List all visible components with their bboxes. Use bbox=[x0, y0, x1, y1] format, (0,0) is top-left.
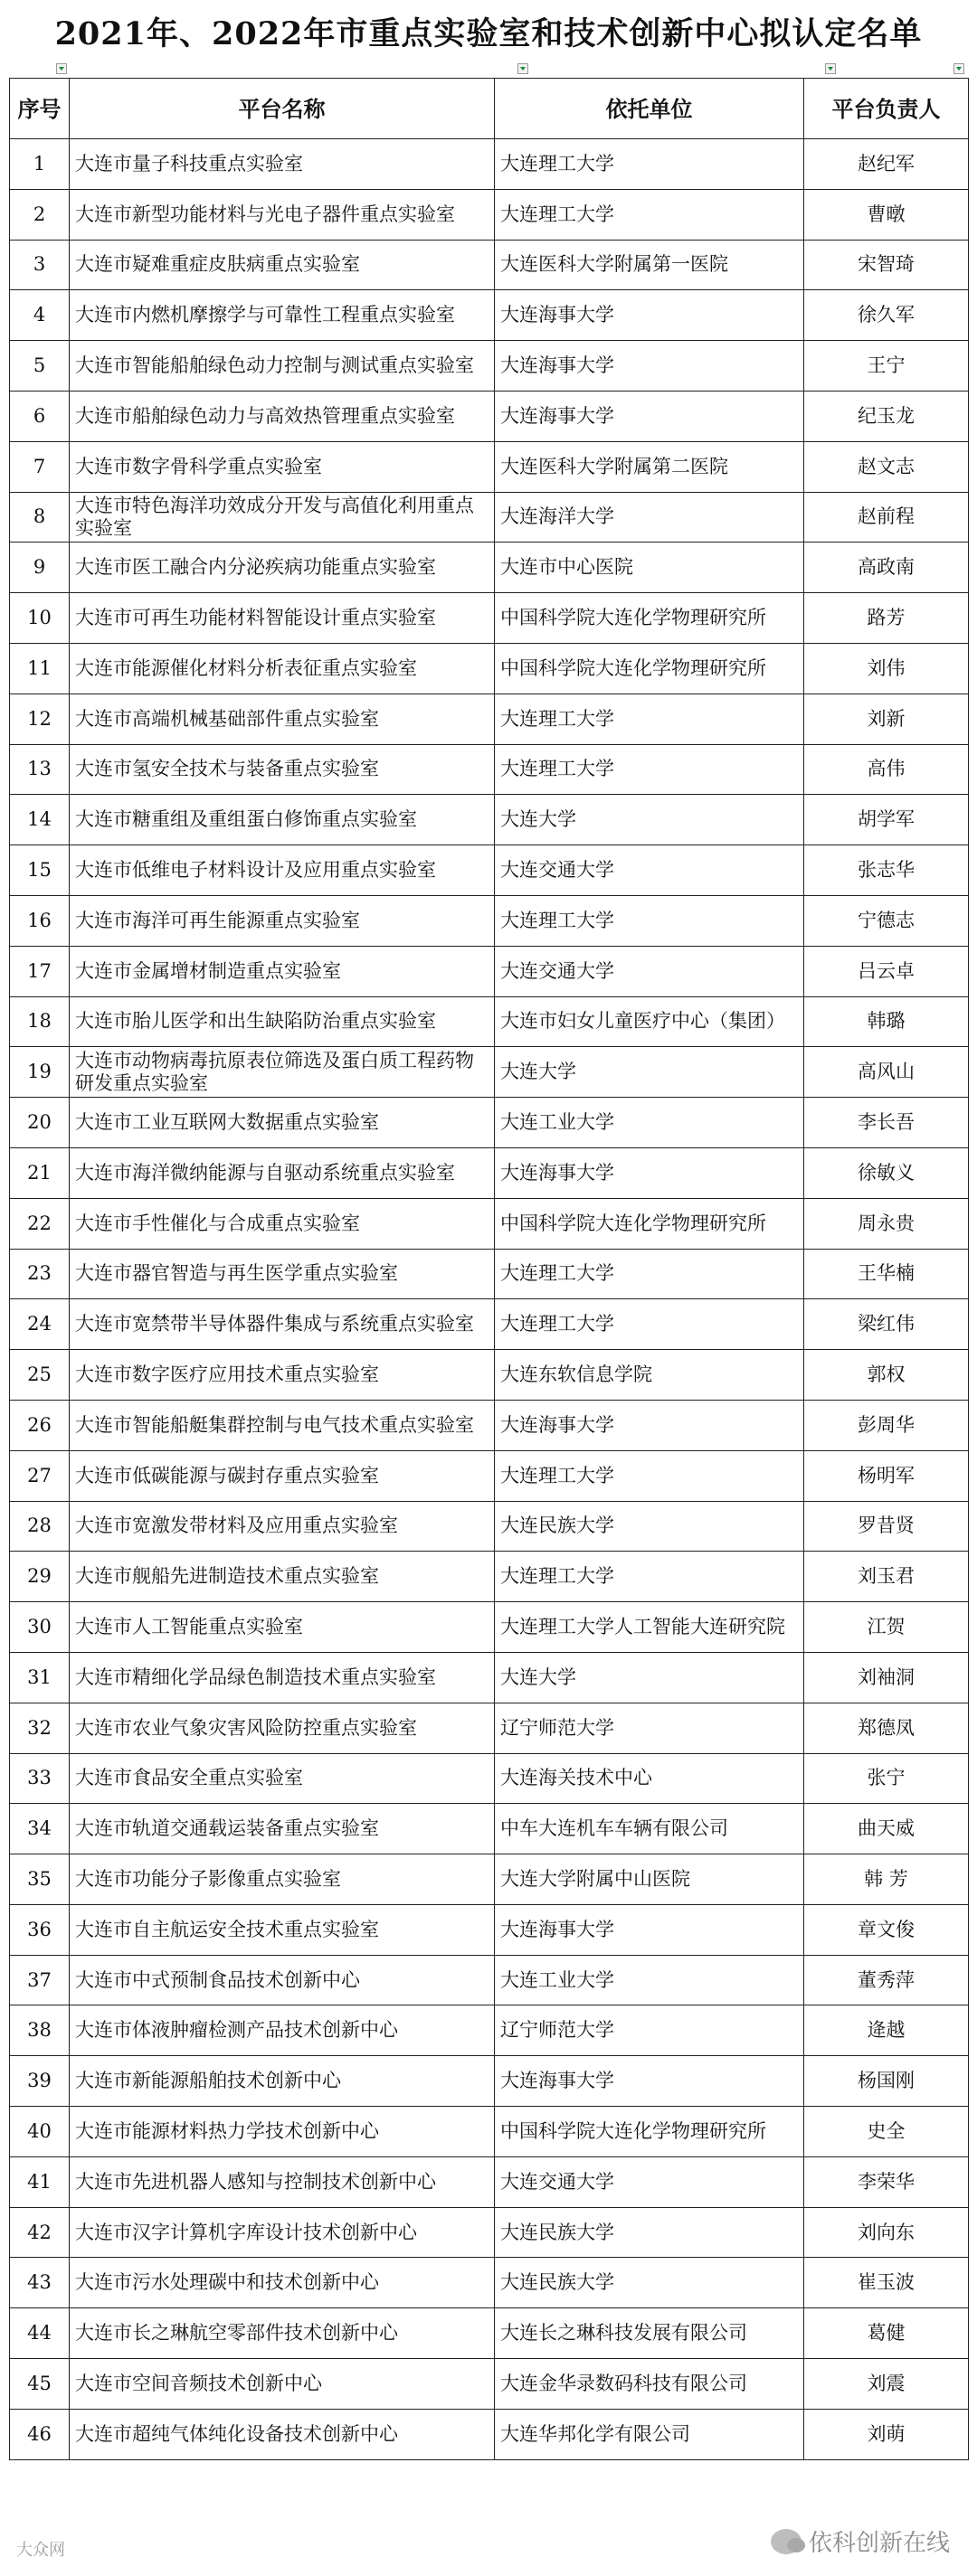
table-row bbox=[10, 1249, 969, 1299]
filter-dropdown-icon[interactable] bbox=[953, 63, 964, 74]
cell-index: 12 bbox=[10, 694, 70, 744]
table-row bbox=[10, 593, 969, 644]
cell-platform-name: 大连市工业互联网大数据重点实验室 bbox=[70, 1098, 495, 1148]
cell-host-unit: 大连市妇女儿童医疗中心（集团） bbox=[495, 996, 804, 1047]
cell-owner: 刘萌 bbox=[804, 2409, 969, 2459]
cell-host-unit: 大连市中心医院 bbox=[495, 543, 804, 593]
column-header-platform-name: 平台名称 bbox=[70, 79, 495, 139]
cell-index: 46 bbox=[10, 2409, 70, 2459]
cell-index: 32 bbox=[10, 1703, 70, 1753]
cell-owner: 章文俊 bbox=[804, 1904, 969, 1955]
cell-platform-name: 大连市人工智能重点实验室 bbox=[70, 1602, 495, 1653]
cell-index: 36 bbox=[10, 1904, 70, 1955]
cell-index: 34 bbox=[10, 1804, 70, 1854]
cell-platform-name: 大连市自主航运安全技术重点实验室 bbox=[70, 1904, 495, 1955]
cell-owner: 宁德志 bbox=[804, 895, 969, 946]
cell-owner: 韩 芳 bbox=[804, 1854, 969, 1905]
cell-host-unit: 大连理工大学 bbox=[495, 189, 804, 240]
cell-owner: 徐久军 bbox=[804, 290, 969, 341]
cell-index: 24 bbox=[10, 1299, 70, 1350]
cell-host-unit: 中国科学院大连化学物理研究所 bbox=[495, 593, 804, 644]
cell-index: 39 bbox=[10, 2056, 70, 2107]
wechat-icon bbox=[771, 2529, 802, 2554]
cell-platform-name: 大连市金属增材制造重点实验室 bbox=[70, 946, 495, 996]
cell-host-unit: 大连海事大学 bbox=[495, 1400, 804, 1450]
cell-index: 10 bbox=[10, 593, 70, 644]
table-row bbox=[10, 240, 969, 290]
table-row bbox=[10, 1552, 969, 1602]
cell-platform-name: 大连市新型功能材料与光电子器件重点实验室 bbox=[70, 189, 495, 240]
cell-platform-name: 大连市数字医疗应用技术重点实验室 bbox=[70, 1350, 495, 1401]
cell-platform-name: 大连市污水处理碳中和技术创新中心 bbox=[70, 2258, 495, 2308]
cell-index: 2 bbox=[10, 189, 70, 240]
cell-owner: 王华楠 bbox=[804, 1249, 969, 1299]
cell-host-unit: 大连大学 bbox=[495, 1047, 804, 1098]
cell-index: 37 bbox=[10, 1955, 70, 2005]
table-row bbox=[10, 189, 969, 240]
cell-owner: 宋智琦 bbox=[804, 240, 969, 290]
cell-platform-name: 大连市宽激发带材料及应用重点实验室 bbox=[70, 1501, 495, 1552]
cell-owner: 逄越 bbox=[804, 2005, 969, 2056]
table-row bbox=[10, 1299, 969, 1350]
cell-host-unit: 大连海事大学 bbox=[495, 2056, 804, 2107]
table-row bbox=[10, 1400, 969, 1450]
table-row bbox=[10, 441, 969, 492]
cell-index: 30 bbox=[10, 1602, 70, 1653]
cell-host-unit: 大连民族大学 bbox=[495, 2258, 804, 2308]
cell-host-unit: 中国科学院大连化学物理研究所 bbox=[495, 2107, 804, 2157]
cell-platform-name: 大连市长之琳航空零部件技术创新中心 bbox=[70, 2308, 495, 2359]
table-row bbox=[10, 341, 969, 392]
cell-platform-name: 大连市智能船舶绿色动力控制与测试重点实验室 bbox=[70, 341, 495, 392]
cell-owner: 杨国刚 bbox=[804, 2056, 969, 2107]
cell-host-unit: 大连东软信息学院 bbox=[495, 1350, 804, 1401]
cell-owner: 吕云卓 bbox=[804, 946, 969, 996]
cell-platform-name: 大连市汉字计算机字库设计技术创新中心 bbox=[70, 2207, 495, 2258]
cell-owner: 李长吾 bbox=[804, 1098, 969, 1148]
cell-owner: 李荣华 bbox=[804, 2156, 969, 2207]
cell-host-unit: 大连理工大学 bbox=[495, 1299, 804, 1350]
column-header-index: 序号 bbox=[10, 79, 70, 139]
cell-platform-name: 大连市食品安全重点实验室 bbox=[70, 1753, 495, 1804]
cell-owner: 王宁 bbox=[804, 341, 969, 392]
cell-host-unit: 大连海洋大学 bbox=[495, 492, 804, 543]
cell-platform-name: 大连市可再生功能材料智能设计重点实验室 bbox=[70, 593, 495, 644]
cell-host-unit: 大连大学 bbox=[495, 795, 804, 845]
cell-platform-name: 大连市低碳能源与碳封存重点实验室 bbox=[70, 1450, 495, 1501]
cell-host-unit: 大连理工大学 bbox=[495, 1552, 804, 1602]
cell-index: 11 bbox=[10, 643, 70, 694]
cell-platform-name: 大连市低维电子材料设计及应用重点实验室 bbox=[70, 845, 495, 896]
cell-index: 38 bbox=[10, 2005, 70, 2056]
table-row bbox=[10, 1098, 969, 1148]
table-row bbox=[10, 1602, 969, 1653]
cell-host-unit: 大连金华录数码科技有限公司 bbox=[495, 2359, 804, 2410]
cell-host-unit: 辽宁师范大学 bbox=[495, 1703, 804, 1753]
table-row bbox=[10, 1753, 969, 1804]
cell-platform-name: 大连市动物病毒抗原表位筛选及蛋白质工程药物研发重点实验室 bbox=[70, 1047, 495, 1098]
cell-platform-name: 大连市轨道交通载运装备重点实验室 bbox=[70, 1804, 495, 1854]
cell-platform-name: 大连市新能源船舶技术创新中心 bbox=[70, 2056, 495, 2107]
cell-owner: 梁红伟 bbox=[804, 1299, 969, 1350]
table-body bbox=[10, 139, 969, 2460]
cell-index: 8 bbox=[10, 492, 70, 543]
table-row bbox=[10, 1804, 969, 1854]
cell-owner: 罗昔贤 bbox=[804, 1501, 969, 1552]
page-title: 2021年、2022年市重点实验室和技术创新中心拟认定名单 bbox=[54, 15, 923, 52]
cell-host-unit: 大连理工大学 bbox=[495, 744, 804, 795]
cell-host-unit: 大连医科大学附属第一医院 bbox=[495, 240, 804, 290]
cell-host-unit: 大连海关技术中心 bbox=[495, 1753, 804, 1804]
cell-host-unit: 大连交通大学 bbox=[495, 845, 804, 896]
cell-platform-name: 大连市精细化学品绿色制造技术重点实验室 bbox=[70, 1652, 495, 1703]
table-header-row bbox=[10, 79, 969, 139]
cell-host-unit: 大连交通大学 bbox=[495, 946, 804, 996]
cell-owner: 曲天威 bbox=[804, 1804, 969, 1854]
cell-platform-name: 大连市能源催化材料分析表征重点实验室 bbox=[70, 643, 495, 694]
cell-index: 16 bbox=[10, 895, 70, 946]
cell-owner: 张宁 bbox=[804, 1753, 969, 1804]
cell-index: 15 bbox=[10, 845, 70, 896]
cell-owner: 刘新 bbox=[804, 694, 969, 744]
filter-dropdown-icon[interactable] bbox=[56, 63, 67, 74]
cell-platform-name: 大连市器官智造与再生医学重点实验室 bbox=[70, 1249, 495, 1299]
filter-row bbox=[0, 61, 977, 78]
table-row bbox=[10, 1652, 969, 1703]
cell-index: 22 bbox=[10, 1198, 70, 1249]
cell-platform-name: 大连市功能分子影像重点实验室 bbox=[70, 1854, 495, 1905]
table-row bbox=[10, 2005, 969, 2056]
table-row bbox=[10, 795, 969, 845]
column-header-host-unit: 依托单位 bbox=[495, 79, 804, 139]
cell-host-unit: 大连民族大学 bbox=[495, 2207, 804, 2258]
cell-host-unit: 大连理工大学 bbox=[495, 694, 804, 744]
cell-owner: 刘伟 bbox=[804, 643, 969, 694]
table-row bbox=[10, 492, 969, 543]
cell-platform-name: 大连市宽禁带半导体器件集成与系统重点实验室 bbox=[70, 1299, 495, 1350]
cell-index: 28 bbox=[10, 1501, 70, 1552]
cell-index: 21 bbox=[10, 1147, 70, 1198]
cell-platform-name: 大连市医工融合内分泌疾病功能重点实验室 bbox=[70, 543, 495, 593]
cell-platform-name: 大连市糖重组及重组蛋白修饰重点实验室 bbox=[70, 795, 495, 845]
cell-host-unit: 大连海事大学 bbox=[495, 290, 804, 341]
cell-host-unit: 大连理工大学 bbox=[495, 1450, 804, 1501]
cell-index: 4 bbox=[10, 290, 70, 341]
cell-owner: 高政南 bbox=[804, 543, 969, 593]
cell-index: 27 bbox=[10, 1450, 70, 1501]
cell-index: 1 bbox=[10, 139, 70, 190]
cell-index: 18 bbox=[10, 996, 70, 1047]
table-row bbox=[10, 744, 969, 795]
cell-index: 23 bbox=[10, 1249, 70, 1299]
table-row bbox=[10, 845, 969, 896]
cell-owner: 刘玉君 bbox=[804, 1552, 969, 1602]
cell-platform-name: 大连市手性催化与合成重点实验室 bbox=[70, 1198, 495, 1249]
table-row bbox=[10, 1501, 969, 1552]
watermark-right-text: 依科创新在线 bbox=[808, 2530, 950, 2557]
cell-host-unit: 大连海事大学 bbox=[495, 341, 804, 392]
cell-host-unit: 大连华邦化学有限公司 bbox=[495, 2409, 804, 2459]
cell-owner: 赵纪军 bbox=[804, 139, 969, 190]
cell-owner: 高风山 bbox=[804, 1047, 969, 1098]
cell-index: 7 bbox=[10, 441, 70, 492]
cell-owner: 刘向东 bbox=[804, 2207, 969, 2258]
table-row bbox=[10, 1703, 969, 1753]
cell-host-unit: 大连医科大学附属第二医院 bbox=[495, 441, 804, 492]
cell-host-unit: 大连大学 bbox=[495, 1652, 804, 1703]
cell-platform-name: 大连市海洋微纳能源与自驱动系统重点实验室 bbox=[70, 1147, 495, 1198]
cell-index: 5 bbox=[10, 341, 70, 392]
watermark-right bbox=[771, 2524, 950, 2558]
table-row bbox=[10, 139, 969, 190]
table-row bbox=[10, 1854, 969, 1905]
cell-host-unit: 大连海事大学 bbox=[495, 1904, 804, 1955]
cell-platform-name: 大连市量子科技重点实验室 bbox=[70, 139, 495, 190]
cell-index: 45 bbox=[10, 2359, 70, 2410]
cell-platform-name: 大连市特色海洋功效成分开发与高值化利用重点实验室 bbox=[70, 492, 495, 543]
cell-owner: 张志华 bbox=[804, 845, 969, 896]
column-header-owner: 平台负责人 bbox=[804, 79, 969, 139]
cell-owner: 赵文志 bbox=[804, 441, 969, 492]
cell-owner: 韩璐 bbox=[804, 996, 969, 1047]
cell-platform-name: 大连市船舶绿色动力与高效热管理重点实验室 bbox=[70, 391, 495, 441]
cell-index: 26 bbox=[10, 1400, 70, 1450]
cell-owner: 曹暾 bbox=[804, 189, 969, 240]
cell-platform-name: 大连市超纯气体纯化设备技术创新中心 bbox=[70, 2409, 495, 2459]
watermark-left: 大众网 bbox=[16, 2541, 65, 2560]
cell-platform-name: 大连市舰船先进制造技术重点实验室 bbox=[70, 1552, 495, 1602]
cell-index: 41 bbox=[10, 2156, 70, 2207]
cell-host-unit: 大连理工大学 bbox=[495, 1249, 804, 1299]
cell-owner: 杨明军 bbox=[804, 1450, 969, 1501]
table-row bbox=[10, 2409, 969, 2459]
table-row bbox=[10, 2107, 969, 2157]
cell-owner: 江贺 bbox=[804, 1602, 969, 1653]
cell-host-unit: 大连大学附属中山医院 bbox=[495, 1854, 804, 1905]
table-row bbox=[10, 1450, 969, 1501]
cell-owner: 郭权 bbox=[804, 1350, 969, 1401]
cell-host-unit: 大连交通大学 bbox=[495, 2156, 804, 2207]
cell-owner: 史全 bbox=[804, 2107, 969, 2157]
cell-host-unit: 大连工业大学 bbox=[495, 1955, 804, 2005]
cell-platform-name: 大连市内燃机摩擦学与可靠性工程重点实验室 bbox=[70, 290, 495, 341]
filter-dropdown-icon[interactable] bbox=[517, 63, 528, 74]
cell-index: 44 bbox=[10, 2308, 70, 2359]
cell-owner: 崔玉波 bbox=[804, 2258, 969, 2308]
cell-platform-name: 大连市智能船艇集群控制与电气技术重点实验室 bbox=[70, 1400, 495, 1450]
table-row bbox=[10, 2359, 969, 2410]
table-row bbox=[10, 290, 969, 341]
table-row bbox=[10, 2258, 969, 2308]
cell-owner: 路芳 bbox=[804, 593, 969, 644]
cell-index: 25 bbox=[10, 1350, 70, 1401]
cell-index: 31 bbox=[10, 1652, 70, 1703]
cell-index: 33 bbox=[10, 1753, 70, 1804]
table-row bbox=[10, 996, 969, 1047]
cell-owner: 徐敏义 bbox=[804, 1147, 969, 1198]
cell-platform-name: 大连市空间音频技术创新中心 bbox=[70, 2359, 495, 2410]
table-row bbox=[10, 2056, 969, 2107]
cell-owner: 周永贵 bbox=[804, 1198, 969, 1249]
cell-owner: 董秀萍 bbox=[804, 1955, 969, 2005]
cell-platform-name: 大连市海洋可再生能源重点实验室 bbox=[70, 895, 495, 946]
cell-owner: 郑德凤 bbox=[804, 1703, 969, 1753]
cell-index: 14 bbox=[10, 795, 70, 845]
table-row bbox=[10, 543, 969, 593]
cell-host-unit: 大连工业大学 bbox=[495, 1098, 804, 1148]
cell-platform-name: 大连市体液肿瘤检测产品技术创新中心 bbox=[70, 2005, 495, 2056]
cell-platform-name: 大连市高端机械基础部件重点实验室 bbox=[70, 694, 495, 744]
cell-host-unit: 辽宁师范大学 bbox=[495, 2005, 804, 2056]
cell-index: 17 bbox=[10, 946, 70, 996]
table-row bbox=[10, 2207, 969, 2258]
table-row bbox=[10, 1904, 969, 1955]
cell-host-unit: 大连民族大学 bbox=[495, 1501, 804, 1552]
cell-host-unit: 大连海事大学 bbox=[495, 1147, 804, 1198]
cell-host-unit: 大连理工大学 bbox=[495, 139, 804, 190]
cell-platform-name: 大连市胎儿医学和出生缺陷防治重点实验室 bbox=[70, 996, 495, 1047]
cell-owner: 刘袖洞 bbox=[804, 1652, 969, 1703]
table-row bbox=[10, 694, 969, 744]
table-row bbox=[10, 1198, 969, 1249]
cell-index: 40 bbox=[10, 2107, 70, 2157]
cell-index: 42 bbox=[10, 2207, 70, 2258]
cell-index: 3 bbox=[10, 240, 70, 290]
cell-host-unit: 中国科学院大连化学物理研究所 bbox=[495, 643, 804, 694]
cell-index: 43 bbox=[10, 2258, 70, 2308]
cell-host-unit: 大连长之琳科技发展有限公司 bbox=[495, 2308, 804, 2359]
cell-owner: 高伟 bbox=[804, 744, 969, 795]
table-row bbox=[10, 2156, 969, 2207]
cell-index: 29 bbox=[10, 1552, 70, 1602]
filter-dropdown-icon[interactable] bbox=[825, 63, 836, 74]
cell-platform-name: 大连市疑难重症皮肤病重点实验室 bbox=[70, 240, 495, 290]
table-row bbox=[10, 895, 969, 946]
recognition-list-table bbox=[9, 78, 969, 2460]
cell-host-unit: 中车大连机车车辆有限公司 bbox=[495, 1804, 804, 1854]
cell-host-unit: 大连海事大学 bbox=[495, 391, 804, 441]
cell-owner: 胡学军 bbox=[804, 795, 969, 845]
table-row bbox=[10, 1047, 969, 1098]
cell-platform-name: 大连市氢安全技术与装备重点实验室 bbox=[70, 744, 495, 795]
cell-host-unit: 中国科学院大连化学物理研究所 bbox=[495, 1198, 804, 1249]
cell-index: 19 bbox=[10, 1047, 70, 1098]
table-row bbox=[10, 391, 969, 441]
table-row bbox=[10, 2308, 969, 2359]
table-row bbox=[10, 643, 969, 694]
cell-owner: 彭周华 bbox=[804, 1400, 969, 1450]
cell-owner: 赵前程 bbox=[804, 492, 969, 543]
cell-index: 9 bbox=[10, 543, 70, 593]
table-row bbox=[10, 1955, 969, 2005]
cell-index: 20 bbox=[10, 1098, 70, 1148]
cell-platform-name: 大连市先进机器人感知与控制技术创新中心 bbox=[70, 2156, 495, 2207]
cell-owner: 葛健 bbox=[804, 2308, 969, 2359]
cell-platform-name: 大连市能源材料热力学技术创新中心 bbox=[70, 2107, 495, 2157]
cell-platform-name: 大连市农业气象灾害风险防控重点实验室 bbox=[70, 1703, 495, 1753]
cell-host-unit: 大连理工大学 bbox=[495, 895, 804, 946]
cell-owner: 刘震 bbox=[804, 2359, 969, 2410]
cell-platform-name: 大连市中式预制食品技术创新中心 bbox=[70, 1955, 495, 2005]
table-row bbox=[10, 946, 969, 996]
cell-index: 6 bbox=[10, 391, 70, 441]
cell-owner: 纪玉龙 bbox=[804, 391, 969, 441]
cell-platform-name: 大连市数字骨科学重点实验室 bbox=[70, 441, 495, 492]
table-row bbox=[10, 1147, 969, 1198]
cell-index: 13 bbox=[10, 744, 70, 795]
cell-host-unit: 大连理工大学人工智能大连研究院 bbox=[495, 1602, 804, 1653]
table-row bbox=[10, 1350, 969, 1401]
cell-index: 35 bbox=[10, 1854, 70, 1905]
